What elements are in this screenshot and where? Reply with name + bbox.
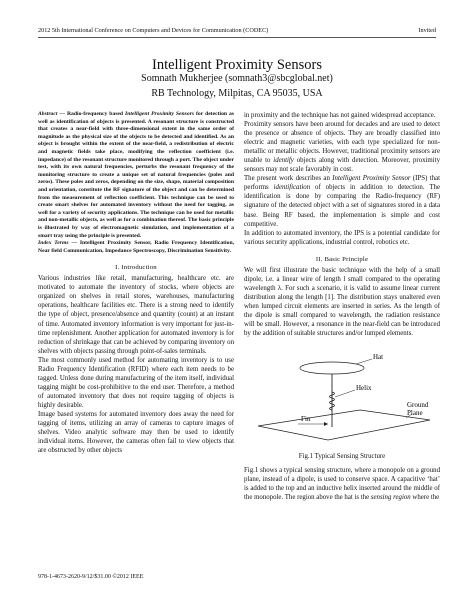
header-rule — [38, 37, 436, 38]
ground-plane-shape — [258, 410, 430, 440]
text-run: where the — [410, 494, 440, 502]
abstract-text-rest: for detection as well as identification of objects is presented. A resonant structure is constructed that creates a near-field with three-dimensional extent in the same order of magnitude as the physical size of the objects to be detected and identified. As an object is brought within the extent of the near-field, a redistribution of electric and magnetic fields take place, modifying the reflection coefficient (i.e. impedance) of the resonant structure monitored through a port. The object under test, with its own natural frequencies, perturbs the resonant frequency of the monitoring structure to create a unique set of natural frequencies (poles and zeros). These poles and zeros, depending on the size, shape, material composition and orientation, constitute the RF signature of the object and can be determined from the measurement of reflection coefficient. This technique can be used to create smart shelves for automated inventory without the need for tagging, as well for a variety of security applications. The technique can be used for metallic and non-metallic objects, as well as for a combination thereof. The basic principle is illustrated by way of electromagnetic simulation, and implementation of a smart tray using the principle is presented. — [38, 111, 234, 239]
index-terms-label: Index Terms — [38, 240, 69, 247]
affiliation-line: RB Technology, Milpitas, CA 95035, USA — [151, 88, 323, 99]
text-run: Fig.1 shows a typical sensing structure, where a monopole on a ground plane, instead of a dipole, is used to conserve space. A capacitive ‘hat’ is added to the top and an inductive helix inserted around the middle of the monopole. The region above the hat is the — [244, 467, 440, 502]
inductive-helix — [330, 392, 335, 410]
figure-caption: Fig.1 Typical Sensing Structure — [298, 453, 386, 461]
abstract-label: Abstract — [38, 111, 58, 117]
section-heading-basic-principle: II. Basic Principle — [315, 255, 369, 263]
paragraph: We will first illustrate the basic technique with the help of a small dipole, i.e. a linear wire of length l small compared to the operating wavelength λ. For such a scenario, it is valid to assume linear current distribution along the length [1]. The distribution stays unaltered even when lumped circuit elements are inserted in series. As the length of the dipole is small compared to wavelength, the radiation resistance will be small. However, a resonance in the near-field can be introduced by the addition of suitable structures and/or lumped elements. — [244, 266, 440, 338]
text-run: (IPS) that performs — [244, 175, 440, 192]
paragraph — [244, 120, 440, 174]
emphasis: Intelligent Proximity Sensor — [332, 175, 411, 183]
paragraph: Image based systems for automated inventory does away the need for tagging of items, utilizing an array of cameras to capture images of shelves. Video analytic software may then be used to identify individual items. However, the cameras often fail to view objects that are obstructed by other objects — [38, 410, 234, 455]
copyright-footer: 978-1-4673-2620-9/12/$31.00 ©2012 IEEE — [38, 574, 144, 580]
sensing-structure-figure — [244, 340, 440, 446]
abstract — [38, 111, 234, 240]
paragraph — [244, 466, 440, 502]
conference-header: 2012 5th International Conference on Computers and Devices for Communication (CODEC) — [38, 27, 269, 34]
helix-label: Helix — [356, 384, 372, 393]
port-label: Γin — [301, 415, 311, 424]
text-run: The present work describes an — [244, 175, 333, 183]
emphasis: identification — [273, 184, 311, 192]
abstract-emphasis: Intelligent Proximity Sensors — [125, 111, 195, 117]
text-run: of objects in addition to detection. The identification is done by comparing the Radio-frequency (RF) signature of the detected object with a set of signatures stored in a data base. Being RF based, the implementation is simple and cost competitive. — [244, 184, 440, 228]
index-terms-text: — Intelligent Proximity Sensor, Radio Frequency Identification, Near field Communication, Impedance Spectroscopy, Discrimination Sensitivity. — [38, 240, 234, 254]
paragraph: Various industries like retail, manufacturing, healthcare etc. are motivated to automate the inventory of stocks, where objects are organized on shelves in retail stores, warehouses, manufacturing operations, healthcare facilities etc. There is a strong need to identify the type of object, presence/absence and quantity (count) at an instant of time. Automated inventory information is very important for just-in-time replenishment. Another application for automated inventory is for reduction of shrinkage that can be achieved by comparing inventory on shelves with objects passing through point-of-sales terminals. — [38, 275, 234, 355]
invited-label: Invited — [418, 27, 436, 34]
paper-title: Intelligent Proximity Sensors — [152, 57, 322, 73]
plane-label: Plane — [407, 409, 423, 418]
paragraph — [244, 174, 440, 228]
text-run: objects along with detection. Moreover, proximity sensors may not scale favorably in cost. — [244, 157, 440, 174]
emphasis: sensing region — [370, 494, 411, 502]
text-run: Proximity sensors have been around for decades and are used to detect the presence or absence of objects. They are broadly classified into electric and magnetic varieties, with each type specialized for non-metallic or metallic objects. However, traditional proximity sensors are unable to — [244, 121, 440, 165]
abstract-text: Radio-frequency based — [66, 111, 125, 117]
abstract-dash: — — [57, 111, 67, 117]
right-column — [244, 111, 440, 502]
ground-label: Ground — [407, 401, 429, 410]
sensing-structure-diagram — [244, 340, 440, 446]
index-terms — [38, 240, 234, 255]
hat-label: Hat — [373, 353, 384, 362]
emphasis: identify — [273, 157, 294, 165]
author-line: Somnath Mukherjee (somnath3@sbcglobal.net) — [141, 73, 333, 84]
paragraph: in proximity and the technique has not gained widespread acceptance. — [244, 112, 436, 119]
section-heading-introduction: I. Introduction — [115, 264, 157, 272]
left-column — [38, 111, 234, 455]
capacitive-hat — [300, 362, 364, 374]
paragraph: The most commonly used method for automating inventory is to use Radio Frequency Identification (RFID) where each item needs to be tagged. Unless done during manufacturing of the item itself, individual tagging might be cost-prohibitive to the end user. Therefore, a method of automated inventory that does not require tagging of objects is highly desirable. — [38, 356, 234, 409]
paragraph: In addition to automated inventory, the IPS is a potential candidate for various security applications, industrial control, robotics etc. — [244, 229, 440, 246]
